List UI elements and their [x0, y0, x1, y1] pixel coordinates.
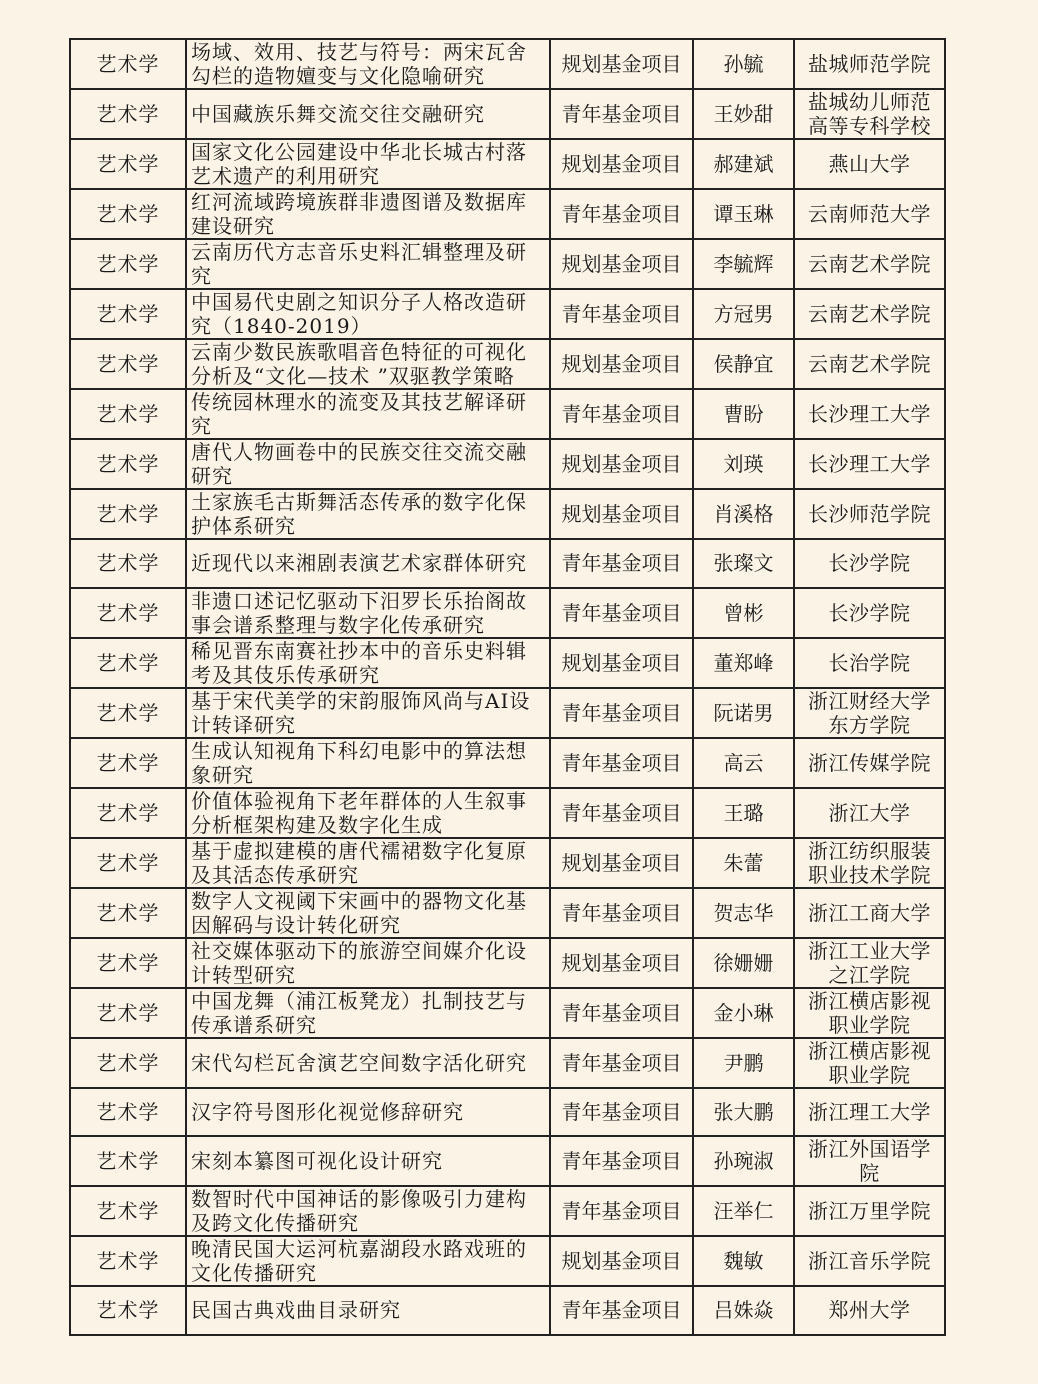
project-type-cell: 规划基金项目 — [550, 1236, 693, 1286]
table-row — [70, 389, 945, 439]
project-title-cell: 红河流域跨境族群非遗图谱及数据库建设研究 — [186, 189, 550, 239]
institution-cell: 浙江理工大学 — [794, 1088, 945, 1137]
table-row — [70, 1038, 945, 1088]
institution-cell: 长沙学院 — [794, 588, 945, 638]
discipline-cell: 艺术学 — [70, 439, 186, 489]
discipline-cell: 艺术学 — [70, 688, 186, 738]
project-title-cell: 基于虚拟建模的唐代襦裙数字化复原及其活态传承研究 — [186, 838, 550, 888]
project-title-cell: 民国古典戏曲目录研究 — [186, 1286, 550, 1335]
project-type-cell: 规划基金项目 — [550, 439, 693, 489]
institution-cell: 浙江万里学院 — [794, 1186, 945, 1236]
discipline-cell: 艺术学 — [70, 1136, 186, 1186]
discipline-cell: 艺术学 — [70, 888, 186, 938]
table-row — [70, 489, 945, 539]
table-row — [70, 888, 945, 938]
principal-investigator-cell: 贺志华 — [693, 888, 794, 938]
institution-cell: 浙江横店影视职业学院 — [794, 988, 945, 1038]
table-row — [70, 1088, 945, 1137]
institution-cell: 长沙师范学院 — [794, 489, 945, 539]
institution-cell: 盐城师范学院 — [794, 39, 945, 89]
principal-investigator-cell: 徐姗姗 — [693, 938, 794, 988]
institution-cell: 浙江横店影视职业学院 — [794, 1038, 945, 1088]
discipline-cell: 艺术学 — [70, 1286, 186, 1335]
project-title-cell: 价值体验视角下老年群体的人生叙事分析框架构建及数字化生成 — [186, 788, 550, 838]
table-row — [70, 39, 945, 89]
principal-investigator-cell: 郝建斌 — [693, 139, 794, 189]
project-type-cell: 青年基金项目 — [550, 1286, 693, 1335]
project-title-cell: 中国易代史剧之知识分子人格改造研究（1840-2019） — [186, 289, 550, 339]
project-type-cell: 青年基金项目 — [550, 1088, 693, 1137]
principal-investigator-cell: 高云 — [693, 738, 794, 788]
institution-cell: 长沙理工大学 — [794, 439, 945, 489]
principal-investigator-cell: 方冠男 — [693, 289, 794, 339]
institution-cell: 长沙学院 — [794, 539, 945, 588]
institution-cell: 燕山大学 — [794, 139, 945, 189]
discipline-cell: 艺术学 — [70, 738, 186, 788]
institution-cell: 浙江工商大学 — [794, 888, 945, 938]
principal-investigator-cell: 肖溪格 — [693, 489, 794, 539]
project-title-cell: 晚清民国大运河杭嘉湖段水路戏班的文化传播研究 — [186, 1236, 550, 1286]
project-type-cell: 青年基金项目 — [550, 738, 693, 788]
project-type-cell: 规划基金项目 — [550, 339, 693, 389]
project-title-cell: 中国龙舞（浦江板凳龙）扎制技艺与传承谱系研究 — [186, 988, 550, 1038]
project-type-cell: 青年基金项目 — [550, 588, 693, 638]
project-title-cell: 近现代以来湘剧表演艺术家群体研究 — [186, 539, 550, 588]
table-row — [70, 1186, 945, 1236]
discipline-cell: 艺术学 — [70, 838, 186, 888]
table-row — [70, 189, 945, 239]
principal-investigator-cell: 侯静宜 — [693, 339, 794, 389]
table-row — [70, 439, 945, 489]
project-title-cell: 国家文化公园建设中华北长城古村落艺术遗产的利用研究 — [186, 139, 550, 189]
project-title-cell: 土家族毛古斯舞活态传承的数字化保护体系研究 — [186, 489, 550, 539]
table-row — [70, 339, 945, 389]
principal-investigator-cell: 谭玉琳 — [693, 189, 794, 239]
project-type-cell: 规划基金项目 — [550, 239, 693, 289]
principal-investigator-cell: 孙毓 — [693, 39, 794, 89]
principal-investigator-cell: 张璨文 — [693, 539, 794, 588]
table-row — [70, 539, 945, 588]
principal-investigator-cell: 金小琳 — [693, 988, 794, 1038]
project-type-cell: 青年基金项目 — [550, 539, 693, 588]
project-title-cell: 云南少数民族歌唱音色特征的可视化分析及“文化—技术 ”双驱教学策略 — [186, 339, 550, 389]
institution-cell: 云南艺术学院 — [794, 289, 945, 339]
institution-cell: 浙江工业大学之江学院 — [794, 938, 945, 988]
institution-cell: 长治学院 — [794, 638, 945, 688]
project-title-cell: 数字人文视阈下宋画中的器物文化基因解码与设计转化研究 — [186, 888, 550, 938]
table-row — [70, 239, 945, 289]
project-type-cell: 青年基金项目 — [550, 788, 693, 838]
table-row — [70, 1136, 945, 1186]
institution-cell: 浙江外国语学院 — [794, 1136, 945, 1186]
principal-investigator-cell: 曹盼 — [693, 389, 794, 439]
project-type-cell: 规划基金项目 — [550, 938, 693, 988]
project-type-cell: 规划基金项目 — [550, 838, 693, 888]
project-title-cell: 云南历代方志音乐史料汇辑整理及研究 — [186, 239, 550, 289]
project-type-cell: 青年基金项目 — [550, 888, 693, 938]
project-title-cell: 社交媒体驱动下的旅游空间媒介化设计转型研究 — [186, 938, 550, 988]
project-title-cell: 数智时代中国神话的影像吸引力建构及跨文化传播研究 — [186, 1186, 550, 1236]
project-title-cell: 场域、效用、技艺与符号：两宋瓦舍勾栏的造物嬗变与文化隐喻研究 — [186, 39, 550, 89]
project-type-cell: 青年基金项目 — [550, 988, 693, 1038]
discipline-cell: 艺术学 — [70, 638, 186, 688]
discipline-cell: 艺术学 — [70, 139, 186, 189]
institution-cell: 盐城幼儿师范高等专科学校 — [794, 89, 945, 139]
table-row — [70, 1286, 945, 1335]
institution-cell: 浙江音乐学院 — [794, 1236, 945, 1286]
discipline-cell: 艺术学 — [70, 489, 186, 539]
project-type-cell: 青年基金项目 — [550, 89, 693, 139]
project-type-cell: 规划基金项目 — [550, 139, 693, 189]
principal-investigator-cell: 董郑峰 — [693, 638, 794, 688]
table-row — [70, 89, 945, 139]
project-title-cell: 传统园林理水的流变及其技艺解译研究 — [186, 389, 550, 439]
project-title-cell: 非遗口述记忆驱动下汨罗长乐抬阁故事会谱系整理与数字化传承研究 — [186, 588, 550, 638]
principal-investigator-cell: 孙琬淑 — [693, 1136, 794, 1186]
project-table-body — [70, 39, 945, 1335]
project-type-cell: 青年基金项目 — [550, 688, 693, 738]
project-type-cell: 规划基金项目 — [550, 638, 693, 688]
project-title-cell: 汉字符号图形化视觉修辞研究 — [186, 1088, 550, 1137]
discipline-cell: 艺术学 — [70, 239, 186, 289]
table-row — [70, 988, 945, 1038]
institution-cell: 云南师范大学 — [794, 189, 945, 239]
discipline-cell: 艺术学 — [70, 389, 186, 439]
table-row — [70, 738, 945, 788]
project-title-cell: 生成认知视角下科幻电影中的算法想象研究 — [186, 738, 550, 788]
table-row — [70, 1236, 945, 1286]
table-row — [70, 838, 945, 888]
project-type-cell: 规划基金项目 — [550, 489, 693, 539]
discipline-cell: 艺术学 — [70, 289, 186, 339]
principal-investigator-cell: 魏敏 — [693, 1236, 794, 1286]
institution-cell: 浙江财经大学东方学院 — [794, 688, 945, 738]
project-type-cell: 青年基金项目 — [550, 1186, 693, 1236]
project-title-cell: 基于宋代美学的宋韵服饰风尚与AI设计转译研究 — [186, 688, 550, 738]
principal-investigator-cell: 王璐 — [693, 788, 794, 838]
principal-investigator-cell: 李毓辉 — [693, 239, 794, 289]
discipline-cell: 艺术学 — [70, 339, 186, 389]
principal-investigator-cell: 吕姝焱 — [693, 1286, 794, 1335]
discipline-cell: 艺术学 — [70, 588, 186, 638]
principal-investigator-cell: 刘瑛 — [693, 439, 794, 489]
principal-investigator-cell: 阮诺男 — [693, 688, 794, 738]
principal-investigator-cell: 朱蕾 — [693, 838, 794, 888]
discipline-cell: 艺术学 — [70, 938, 186, 988]
discipline-cell: 艺术学 — [70, 788, 186, 838]
institution-cell: 浙江大学 — [794, 788, 945, 838]
discipline-cell: 艺术学 — [70, 1186, 186, 1236]
project-type-cell: 青年基金项目 — [550, 289, 693, 339]
discipline-cell: 艺术学 — [70, 39, 186, 89]
discipline-cell: 艺术学 — [70, 539, 186, 588]
discipline-cell: 艺术学 — [70, 988, 186, 1038]
principal-investigator-cell: 汪举仁 — [693, 1186, 794, 1236]
principal-investigator-cell: 王妙甜 — [693, 89, 794, 139]
project-type-cell: 规划基金项目 — [550, 39, 693, 89]
table-row — [70, 688, 945, 738]
institution-cell: 云南艺术学院 — [794, 339, 945, 389]
discipline-cell: 艺术学 — [70, 189, 186, 239]
discipline-cell: 艺术学 — [70, 89, 186, 139]
project-list-page — [69, 38, 944, 1336]
project-type-cell: 青年基金项目 — [550, 1136, 693, 1186]
institution-cell: 浙江纺织服装职业技术学院 — [794, 838, 945, 888]
table-row — [70, 588, 945, 638]
table-row — [70, 289, 945, 339]
institution-cell: 郑州大学 — [794, 1286, 945, 1335]
table-row — [70, 788, 945, 838]
institution-cell: 浙江传媒学院 — [794, 738, 945, 788]
project-type-cell: 青年基金项目 — [550, 189, 693, 239]
project-type-cell: 青年基金项目 — [550, 1038, 693, 1088]
principal-investigator-cell: 曾彬 — [693, 588, 794, 638]
discipline-cell: 艺术学 — [70, 1088, 186, 1137]
project-title-cell: 稀见晋东南赛社抄本中的音乐史料辑考及其伎乐传承研究 — [186, 638, 550, 688]
discipline-cell: 艺术学 — [70, 1038, 186, 1088]
project-title-cell: 中国藏族乐舞交流交往交融研究 — [186, 89, 550, 139]
institution-cell: 云南艺术学院 — [794, 239, 945, 289]
discipline-cell: 艺术学 — [70, 1236, 186, 1286]
project-title-cell: 宋刻本纂图可视化设计研究 — [186, 1136, 550, 1186]
principal-investigator-cell: 尹鹏 — [693, 1038, 794, 1088]
project-title-cell: 宋代勾栏瓦舍演艺空间数字活化研究 — [186, 1038, 550, 1088]
table-row — [70, 139, 945, 189]
project-table — [69, 38, 946, 1336]
project-title-cell: 唐代人物画卷中的民族交往交流交融研究 — [186, 439, 550, 489]
table-row — [70, 638, 945, 688]
institution-cell: 长沙理工大学 — [794, 389, 945, 439]
table-row — [70, 938, 945, 988]
project-type-cell: 青年基金项目 — [550, 389, 693, 439]
principal-investigator-cell: 张大鹏 — [693, 1088, 794, 1137]
